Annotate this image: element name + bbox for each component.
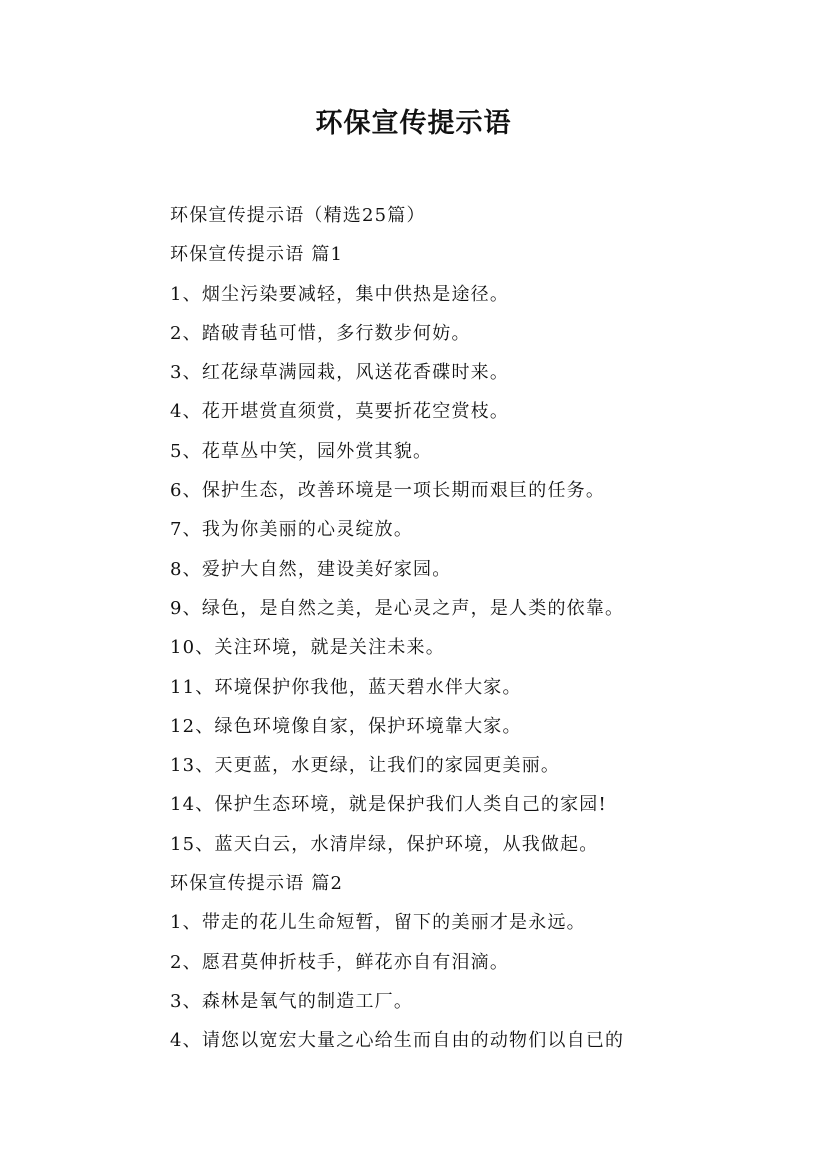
list-item: 4、花开堪赏直须赏，莫要折花空赏枝。 bbox=[170, 401, 510, 423]
list-item: 3、红花绿草满园栽，风送花香碟时来。 bbox=[170, 362, 510, 384]
list-item: 5、花草丛中笑，园外赏其貌。 bbox=[170, 440, 433, 462]
list-item: 3、森林是氧气的制造工厂。 bbox=[170, 990, 414, 1012]
list-item: 2、踏破青毡可惜，多行数步何妨。 bbox=[170, 322, 471, 344]
list-item: 8、爱护大自然，建设美好家园。 bbox=[170, 558, 452, 580]
section-heading-2: 环保宣传提示语 篇2 bbox=[170, 873, 344, 895]
list-item: 10、关注环境，就是关注未来。 bbox=[170, 637, 445, 659]
list-item: 1、带走的花儿生命短暂，留下的美丽才是永远。 bbox=[170, 912, 586, 934]
list-item: 2、愿君莫伸折枝手，鲜花亦自有泪滴。 bbox=[170, 951, 510, 973]
document-body bbox=[170, 196, 770, 1061]
list-item: 6、保护生态，改善环境是一项长期而艰巨的任务。 bbox=[170, 480, 606, 502]
list-item: 13、天更蓝，水更绿，让我们的家园更美丽。 bbox=[170, 755, 561, 777]
document-title: 环保宣传提示语 bbox=[315, 108, 512, 139]
list-item: 1、烟尘污染要减轻，集中供热是途径。 bbox=[170, 283, 510, 305]
list-item: 9、绿色，是自然之美，是心灵之声，是人类的依靠。 bbox=[170, 597, 625, 619]
section-heading-1: 环保宣传提示语 篇1 bbox=[170, 244, 344, 266]
list-item: 12、绿色环境像自家，保护环境靠大家。 bbox=[170, 715, 522, 737]
list-item: 15、蓝天白云，水清岸绿，保护环境，从我做起。 bbox=[170, 833, 599, 855]
document-subtitle: 环保宣传提示语（精选25篇） bbox=[170, 205, 426, 226]
list-item: 11、环境保护你我他，蓝天碧水伴大家。 bbox=[170, 676, 522, 698]
list-item: 14、保护生态环境，就是保护我们人类自己的家园! bbox=[170, 794, 607, 816]
list-item: 7、我为你美丽的心灵绽放。 bbox=[170, 519, 414, 541]
list-item: 4、请您以宽宏大量之心给生而自由的动物们以自已的 bbox=[170, 1030, 625, 1052]
